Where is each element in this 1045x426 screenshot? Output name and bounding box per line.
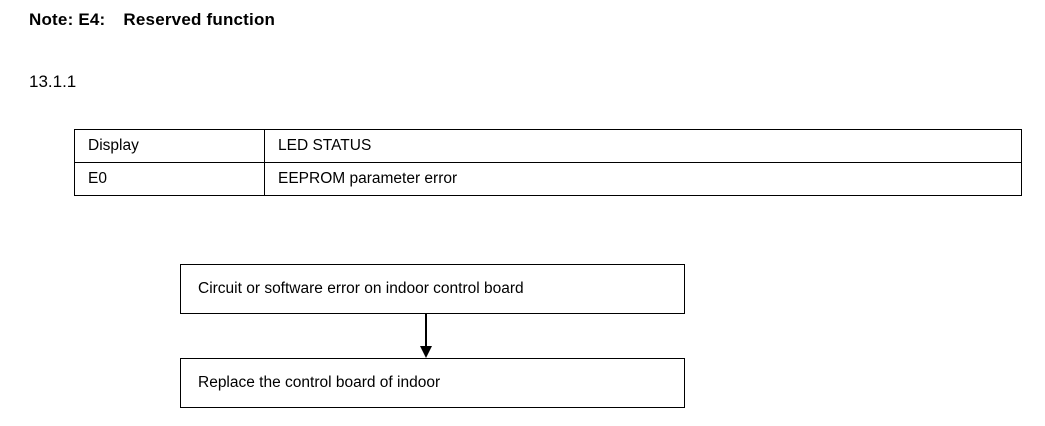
arrow-shaft	[425, 314, 427, 348]
note-prefix: Note: E4:	[29, 10, 106, 29]
table-cell-display-code: E0	[75, 163, 265, 196]
troubleshooting-flowchart	[180, 264, 700, 409]
table-row	[75, 163, 1022, 196]
note-heading	[29, 10, 275, 30]
table-header-display: Display	[75, 130, 265, 163]
arrow-head	[420, 346, 432, 358]
section-number: 13.1.1	[29, 72, 77, 91]
led-status-table	[74, 129, 1022, 196]
note-text: Reserved function	[123, 10, 276, 29]
table-cell-led-status-description: EEPROM parameter error	[265, 163, 1022, 196]
table-header-row	[75, 130, 1022, 163]
down-arrow-icon	[420, 314, 432, 358]
flow-box-action: Replace the control board of indoor	[180, 358, 685, 408]
table-header-led-status: LED STATUS	[265, 130, 1022, 163]
flow-box-cause: Circuit or software error on indoor control board	[180, 264, 685, 314]
